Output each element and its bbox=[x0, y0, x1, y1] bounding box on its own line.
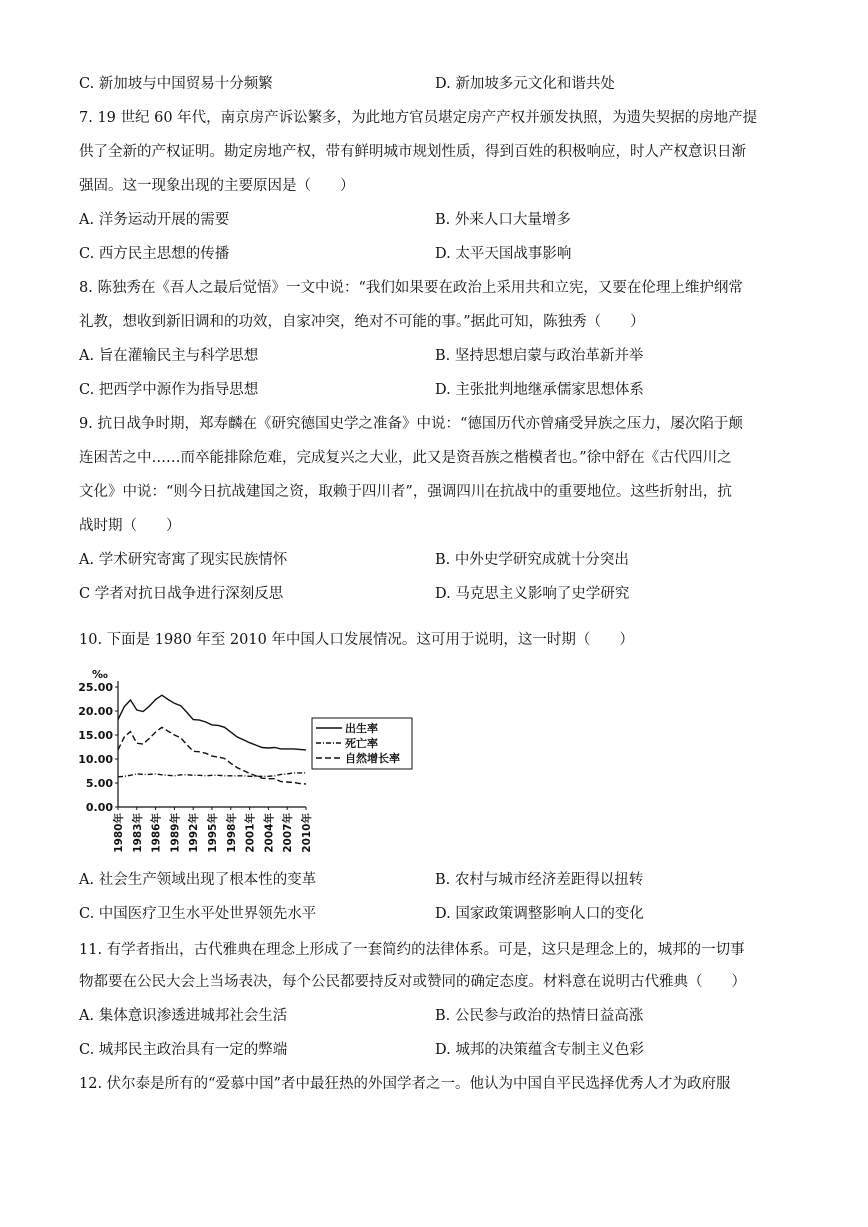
x-tick-label: 1980年 bbox=[113, 813, 125, 853]
q8-option-b: B. 坚持思想启蒙与政治革新并举 bbox=[435, 348, 644, 364]
q10-option-d: D. 国家政策调整影响人口的变化 bbox=[435, 906, 644, 922]
q9-stem-line-2: 连困苦之中……而卒能排除危难，完成复兴之大业，此又是资吾族之楷模者也。”徐中舒在《古代四川之 bbox=[79, 450, 732, 466]
q7-option-b: B. 外来人口大量增多 bbox=[435, 212, 571, 228]
q9-option-a: A. 学术研究寄寓了现实民族情怀 bbox=[79, 552, 288, 568]
q7-option-a: A. 洋务运动开展的需要 bbox=[79, 212, 230, 228]
q9-stem-line-1: 9. 抗日战争时期，郑寿麟在《研究德国史学之准备》中说：“德国历代亦曾痛受异族之压力，屡次陷于颠 bbox=[79, 416, 743, 432]
q8-stem-line-2: 礼教，想收到新旧调和的功效，自家冲突，绝对不可能的事。”据此可知，陈独秀（ ） bbox=[79, 314, 645, 330]
q8-option-c: C. 把西学中源作为指导思想 bbox=[79, 382, 259, 398]
q6-option-d: D. 新加坡多元文化和谐共处 bbox=[435, 76, 615, 92]
q11-option-c: C. 城邦民主政治具有一定的弊端 bbox=[79, 1042, 288, 1058]
q10-stem-line-1: 10. 下面是 1980 年至 2010 年中国人口发展情况。这可用于说明，这一时期（ ） bbox=[79, 632, 634, 648]
chart-legend bbox=[312, 718, 412, 769]
y-axis-unit: ‰ bbox=[92, 668, 108, 681]
q6-option-c: C. 新加坡与中国贸易十分频繁 bbox=[79, 76, 273, 92]
q7-stem-line-3: 强固。这一现象出现的主要原因是（ ） bbox=[79, 178, 355, 194]
legend-label-0: 出生率 bbox=[345, 722, 378, 735]
y-tick-label: 15.00 bbox=[78, 729, 113, 742]
q10-option-c: C. 中国医疗卫生水平处世界领先水平 bbox=[79, 906, 317, 922]
q11-option-a: A. 集体意识渗透进城邦社会生活 bbox=[79, 1008, 288, 1024]
y-tick-label: 20.00 bbox=[78, 705, 113, 718]
x-tick-label: 1983年 bbox=[131, 813, 144, 853]
q9-option-b: B. 中外史学研究成就十分突出 bbox=[435, 552, 629, 568]
q12-stem-line-1: 12. 伏尔泰是所有的“爱慕中国”者中最狂热的外国学者之一。他认为中国自平民选择优秀人才为政府服 bbox=[79, 1076, 731, 1092]
q9-option-c: C 学者对抗日战争进行深刻反思 bbox=[79, 586, 284, 602]
chart-series-lines bbox=[118, 695, 306, 784]
q8-option-d: D. 主张批判地继承儒家思想体系 bbox=[435, 382, 644, 398]
q9-stem-line-3: 文化》中说：“则今日抗战建国之资，取赖于四川者”，强调四川在抗战中的重要地位。这些折射出，抗 bbox=[79, 484, 732, 500]
x-tick-label: 1998年 bbox=[225, 813, 238, 853]
q9-stem-line-4: 战时期（ ） bbox=[79, 518, 181, 534]
legend-label-2: 自然增长率 bbox=[345, 752, 400, 765]
q7-option-c: C. 西方民主思想的传播 bbox=[79, 246, 230, 262]
q10-option-a: A. 社会生产领域出现了根本性的变革 bbox=[79, 872, 317, 888]
q8-stem-line-1: 8. 陈独秀在《吾人之最后觉悟》一文中说：“我们如果要在政治上采用共和立宪，又要在伦理上维护纲常 bbox=[79, 280, 743, 296]
x-tick-label: 1995年 bbox=[207, 813, 219, 853]
q10-option-b: B. 农村与城市经济差距得以扭转 bbox=[435, 872, 644, 888]
q11-option-d: D. 城邦的决策蕴含专制主义色彩 bbox=[435, 1042, 644, 1058]
q9-option-d: D. 马克思主义影响了史学研究 bbox=[435, 586, 630, 602]
q11-option-b: B. 公民参与政治的热情日益高涨 bbox=[435, 1008, 644, 1024]
legend-label-1: 死亡率 bbox=[345, 737, 378, 750]
x-tick-label: 1986年 bbox=[150, 813, 163, 853]
y-tick-label: 0.00 bbox=[85, 801, 113, 814]
x-tick-label: 2004年 bbox=[263, 813, 276, 853]
series-line-1 bbox=[118, 773, 306, 777]
x-tick-label: 2007年 bbox=[282, 813, 295, 853]
q7-option-d: D. 太平天国战事影响 bbox=[435, 246, 572, 262]
x-tick-label: 1992年 bbox=[188, 813, 201, 853]
y-tick-label: 10.00 bbox=[78, 753, 113, 766]
x-tick-label: 2010年 bbox=[301, 813, 313, 853]
q7-stem-line-2: 供了全新的产权证明。勘定房地产权，带有鲜明城市规划性质，得到百姓的积极响应，时人产权意识日渐 bbox=[79, 144, 746, 160]
x-tick-label: 1989年 bbox=[169, 813, 182, 853]
q11-stem-line-1: 11. 有学者指出，古代雅典在理念上形成了一套简约的法律体系。可是，这只是理念上的，城邦的一切事 bbox=[79, 942, 745, 958]
x-tick-label: 2001年 bbox=[244, 813, 257, 853]
y-tick-label: 25.00 bbox=[78, 681, 113, 694]
q7-stem-line-1: 7. 19 世纪 60 年代，南京房产诉讼繁多，为此地方官员堪定房产产权并颁发执照，为遗失契据的房地产提 bbox=[79, 110, 758, 126]
q11-stem-line-2: 物都要在公民大会上当场表决，每个公民都要持反对或赞同的确定态度。材料意在说明古代雅典（ ） bbox=[79, 974, 746, 990]
y-tick-label: 5.00 bbox=[85, 777, 113, 790]
population-chart bbox=[78, 662, 426, 862]
chart-axes bbox=[78, 668, 313, 853]
q8-option-a: A. 旨在灌输民主与科学思想 bbox=[79, 348, 259, 364]
